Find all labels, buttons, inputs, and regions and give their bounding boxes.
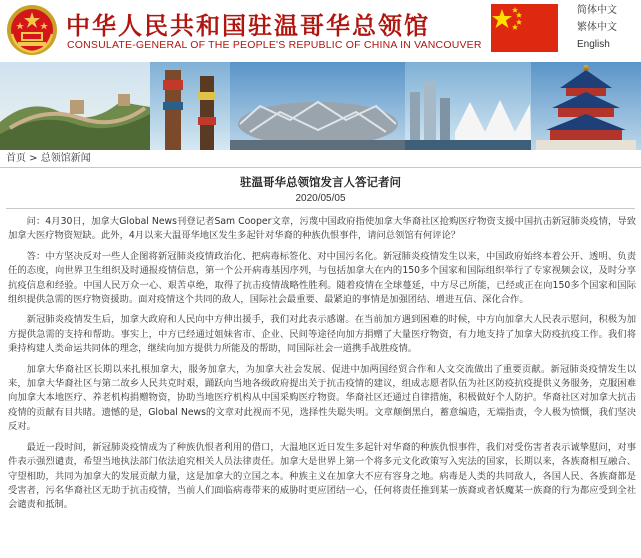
article-date: 2020/05/05 [295,193,346,204]
breadcrumb-home-link[interactable]: 首页 [6,153,26,164]
article-paragraph: 最近一段时间，新冠肺炎疫情成为了种族仇恨者利用的借口，大温地区近日发生多起针对华裔的种族仇恨事件，我们对受伤害者表示诚挚慰问，对事件表示强烈谴责，希望当地执法部门依法追究相关人员法律责任。加拿大是世界上第一个将多元文化政策写入宪法的国家，长期以来，各族裔相互融合、守望相助，共同为加拿大的发展贡献力量，这是加拿大的立国之本。种族主义在加拿大不应有容身之地。病毒是人类的共同敌人，各国人民、各族裔都是受害者，污名华裔社区无助于抗击疫情，当前人们面临病毒带来的威胁时更应团结一心，任何将责任推到某一族裔或者妖魔某一族裔的行为都应受到全社会谴责和抵制。 [8,441,636,511]
article-body [8,215,636,519]
consulate-title-en: CONSULATE-GENERAL OF THE PEOPLE'S REPUBLIC OF CHINA IN VANCOUVER [67,39,482,51]
breadcrumb-section-link[interactable]: 总领馆新闻 [40,153,91,164]
national-emblem-icon [6,4,58,56]
breadcrumb-separator: > [26,153,41,164]
consulate-title-cn: 中华人民共和国驻温哥华总领馆 [66,11,430,40]
header-banner-image [0,62,641,150]
title-divider [6,208,635,209]
breadcrumb [0,150,641,168]
china-flag-icon [491,4,558,52]
lang-simplified-link[interactable]: 简体中文 [577,5,617,16]
lang-traditional-link[interactable]: 繁体中文 [577,22,617,33]
article-paragraph: 加拿大华裔社区长期以来扎根加拿大，服务加拿大，为加拿大社会发展、促进中加两国经贸合作和人文交流做出了重要贡献。新冠肺炎疫情发生以来，加拿大华裔社区与第二故乡人民共克时艰，踊跃向当地各级政府提出关于抗击疫情的建议，组成志愿者队伍为社区防疫抗疫提供义务服务，克服困难向加拿大本地医疗、养老机构捐赠物资，协助当地医疗机构从中国采购医疗物资。华裔社区还通过自律措施，积极做好个人防护。华裔社区对加拿大抗击疫情的贡献有目共睹。遗憾的是，Global News的文章对此视而不见，选择性失聪失明。文章颠倒黑白，蓄意编造，无端指责，令人极为愤慨，我们坚决反对。 [8,363,636,433]
article-paragraph: 答：中方坚决反对一些人企图将新冠肺炎疫情政治化、把病毒标签化、对中国污名化。新冠肺炎疫情发生以来，中国政府始终本着公开、透明、负责任的态度，向世界卫生组织及时通报疫情信息，第一个公开病毒基因序列，与包括加拿大在内的150多个国家和国际组织举行了专家视频会议，及时分享抗疫信息和经验。中国人民万众一心、艰苦卓绝，取得了抗击疫情战略性胜利。随着疫情在全球蔓延，中方尽己所能，已经或正在向150多个国家和国际组织提供急需的医疗物资援助。面对疫情这个共同的敌人，国际社会最重要、最紧迫的事情是加强团结、增进互信、深化合作。 [8,250,636,306]
article-paragraph: 新冠肺炎疫情发生后，加拿大政府和人民向中方伸出援手，我们对此表示感谢。在当前加方遇到困难的时候，中方向加拿大人民表示慰问，积极为加方提供急需的支持和帮助。事实上，中方已经通过姐妹省市、企业、民间等途径向加方捐赠了大量医疗物资，有力地支持了加拿大防疫抗疫工作。我们将秉持构建人类命运共同体的理念，继续向加方提供力所能及的帮助，同国际社会一道携手战胜疫情。 [8,314,636,355]
site-header [0,0,641,62]
lang-english-link[interactable]: English [577,39,610,50]
language-switcher [577,2,641,53]
article-paragraph: 问：4月30日，加拿大Global News刊登记者Sam Cooper文章，污蔑中国政府指使加拿大华裔社区抢购医疗物资支援中国抗击新冠肺炎疫情，导致加拿大医疗物资短缺。此外，4月以来大温哥华地区发生多起针对华裔的种族仇恨事件，请问总领馆有何评论？ [8,216,636,242]
article-title: 驻温哥华总领馆发言人答记者问 [240,175,401,189]
